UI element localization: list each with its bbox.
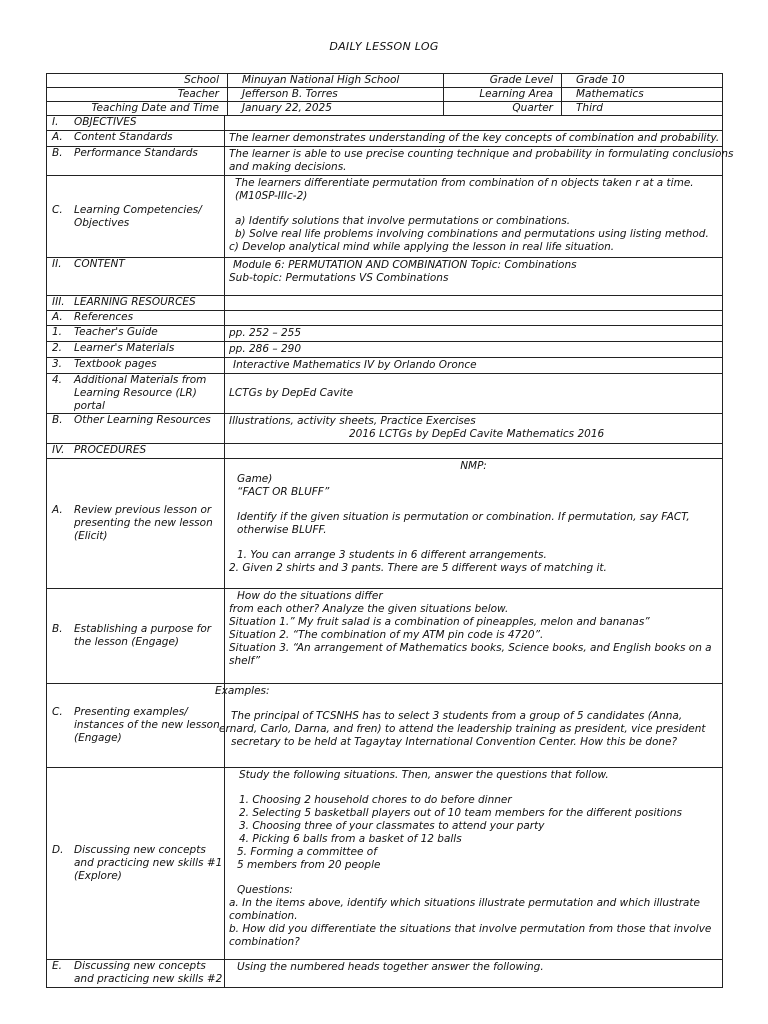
examples-label: Examples: <box>215 685 270 697</box>
text-line: Questions: <box>237 884 293 896</box>
num: III. <box>52 296 65 308</box>
label: LEARNING RESOURCES <box>74 296 196 308</box>
text-line: The learner is able to use precise counting technique and probability in formulating conclusions <box>229 148 734 160</box>
row-procedure-e <box>47 960 723 988</box>
text-line: 5 members from 20 people <box>237 859 381 871</box>
label: Textbook pages <box>74 358 157 370</box>
text-line: 5. Forming a committee of <box>237 846 377 858</box>
text-line: 4. Picking 6 balls from a basket of 12 balls <box>239 833 462 845</box>
date-label: Teaching Date and Time <box>47 102 228 116</box>
label-line: (Engage) <box>74 732 122 744</box>
label-line: (Elicit) <box>74 530 108 542</box>
row-competencies <box>47 176 723 258</box>
text-line: Situation 3. “An arrangement of Mathematics books, Science books, and English books on a <box>229 642 712 654</box>
header-row-date <box>47 102 723 116</box>
row-learners-materials <box>47 342 723 358</box>
num: C. <box>52 706 63 718</box>
text-line: ernard, Carlo, Darna, and fren) to attend the leadership training as president, vice president <box>219 723 706 735</box>
label-line: Establishing a purpose for <box>74 623 212 635</box>
text: pp. 252 – 255 <box>229 327 302 339</box>
text: LCTGs by DepEd Cavite <box>229 387 354 399</box>
row-additional-materials <box>47 374 723 414</box>
num: C. <box>52 203 63 216</box>
num: D. <box>52 844 64 856</box>
num: A. <box>52 131 63 143</box>
label-line: instances of the new lesson <box>74 719 220 731</box>
text-line: Situation 1.” My fruit salad is a combination of pineapples, melon and bananas” <box>229 616 650 628</box>
label-line: portal <box>74 400 105 412</box>
label-line: and practicing new skills #2 <box>74 973 223 985</box>
label: PROCEDURES <box>74 444 147 456</box>
row-textbook-pages <box>47 358 723 374</box>
row-references <box>47 311 723 326</box>
date-value: January 22, 2025 <box>228 102 444 116</box>
num: 2. <box>52 342 63 354</box>
label-line: Learning Resource (LR) <box>74 387 197 399</box>
text-line: from each other? Analyze the given situations below. <box>229 603 509 615</box>
num: IV. <box>52 444 65 456</box>
row-procedure-d <box>47 768 723 960</box>
text-line: and making decisions. <box>229 161 347 173</box>
label-line: Review previous lesson or <box>74 504 212 516</box>
text-line: Game) <box>237 473 273 485</box>
row-content-standards <box>47 131 723 147</box>
header-row-teacher <box>47 88 723 102</box>
text-line: combination? <box>229 936 300 948</box>
row-procedure-a <box>47 459 723 589</box>
label: Teacher's Guide <box>74 326 158 338</box>
row-teachers-guide <box>47 326 723 342</box>
text-line: 1. You can arrange 3 students in 6 different arrangements. <box>237 549 547 561</box>
text: The learner demonstrates understanding of the key concepts of combination and probability. <box>229 132 720 144</box>
quarter-value: Third <box>562 102 723 116</box>
text-line: Using the numbered heads together answer the following. <box>237 961 544 973</box>
header-table <box>46 73 723 116</box>
row-procedure-b <box>47 589 723 684</box>
label-line: Discussing new concepts <box>74 844 206 856</box>
label: Content Standards <box>74 131 173 143</box>
label-line: Presenting examples/ <box>74 706 188 718</box>
label-line: presenting the new lesson <box>74 517 213 529</box>
text-line: The learners differentiate permutation from combination of n objects taken r at a time. <box>235 177 694 189</box>
area-value: Mathematics <box>562 88 723 102</box>
num: A. <box>52 504 63 516</box>
quarter-label: Quarter <box>444 102 562 116</box>
text-line: “FACT OR BLUFF” <box>237 486 330 498</box>
num: A. <box>52 311 63 323</box>
row-performance-standards <box>47 147 723 176</box>
area-label: Learning Area <box>444 88 562 102</box>
num: B. <box>52 147 63 159</box>
text-line: a. In the items above, identify which situations illustrate permutation and which illustrate <box>229 897 700 909</box>
label: OBJECTIVES <box>74 116 137 128</box>
text-line: secretary to be held at Tagaytay International Convention Center. How this be done? <box>231 736 678 748</box>
row-learning-resources <box>47 296 723 311</box>
label-line: Learning Competencies/ <box>74 203 202 216</box>
label: Learner's Materials <box>74 342 175 354</box>
num: B. <box>52 623 63 635</box>
label-line: the lesson (Engage) <box>74 636 180 648</box>
row-content <box>47 258 723 296</box>
num: I. <box>52 116 59 128</box>
text-line: 2. Selecting 5 basketball players out of 10 team members for the different positions <box>239 807 682 819</box>
lesson-table <box>46 115 734 988</box>
header-row-school <box>47 74 723 88</box>
row-other-resources <box>47 414 723 444</box>
text-line: b) Solve real life problems involving combinations and permutations using listing method. <box>235 228 709 240</box>
label-line: (Explore) <box>74 870 122 882</box>
document-title: DAILY LESSON LOG <box>329 40 439 53</box>
text-line: 2. Given 2 shirts and 3 pants. There are 5 different ways of matching it. <box>229 562 607 574</box>
grade-value: Grade 10 <box>562 74 723 88</box>
num: 1. <box>52 326 63 338</box>
text-line: a) Identify solutions that involve permutations or combinations. <box>235 215 571 227</box>
text-line: Illustrations, activity sheets, Practice Exercises <box>229 415 476 427</box>
text-line: c) Develop analytical mind while applying the lesson in real life situation. <box>229 241 615 253</box>
text-line: How do the situations differ <box>237 590 383 602</box>
text-line: combination. <box>229 910 298 922</box>
text-line: shelf” <box>229 655 261 667</box>
text-line: Sub-topic: Permutations VS Combinations <box>229 272 449 284</box>
nmp-label: NMP: <box>460 460 487 472</box>
row-procedures <box>47 444 723 459</box>
label: Performance Standards <box>74 147 198 159</box>
label: Other Learning Resources <box>74 414 211 426</box>
text-line: 2016 LCTGs by DepEd Cavite Mathematics 2016 <box>349 428 605 440</box>
num: E. <box>52 960 62 972</box>
text-line: 3. Choosing three of your classmates to attend your party <box>239 820 545 832</box>
label-line: and practicing new skills #1 <box>74 857 223 869</box>
num: B. <box>52 414 63 426</box>
text-line: 1. Choosing 2 household chores to do before dinner <box>239 794 512 806</box>
text-line: (M10SP-IIIc-2) <box>235 190 308 202</box>
grade-label: Grade Level <box>444 74 562 88</box>
label-line: Additional Materials from <box>74 374 207 386</box>
text-line: The principal of TCSNHS has to select 3 students from a group of 5 candidates (Anna, <box>231 710 683 722</box>
teacher-label: Teacher <box>47 88 228 102</box>
num: 3. <box>52 358 63 370</box>
text: Interactive Mathematics IV by Orlando Oronce <box>233 359 477 371</box>
school-value: Minuyan National High School <box>228 74 444 88</box>
text-line: b. How did you differentiate the situations that involve permutation from those that involve <box>229 923 712 935</box>
label: CONTENT <box>74 258 125 270</box>
num: II. <box>52 258 62 270</box>
teacher-value: Jefferson B. Torres <box>228 88 444 102</box>
text: pp. 286 – 290 <box>229 343 302 355</box>
label: References <box>74 311 134 323</box>
label-line: Discussing new concepts <box>74 960 206 972</box>
school-label: School <box>47 74 228 88</box>
row-objectives <box>47 116 723 131</box>
num: 4. <box>52 374 63 386</box>
row-procedure-c <box>47 684 723 768</box>
text-line: Identify if the given situation is permutation or combination. If permutation, say FACT, <box>237 511 690 523</box>
text-line: Module 6: PERMUTATION AND COMBINATION Topic: Combinations <box>233 259 577 271</box>
text-line: Situation 2. “The combination of my ATM pin code is 4720”. <box>229 629 544 641</box>
text-line: otherwise BLUFF. <box>237 524 327 536</box>
text-line: Study the following situations. Then, answer the questions that follow. <box>239 769 609 781</box>
label-line: Objectives <box>74 216 130 229</box>
